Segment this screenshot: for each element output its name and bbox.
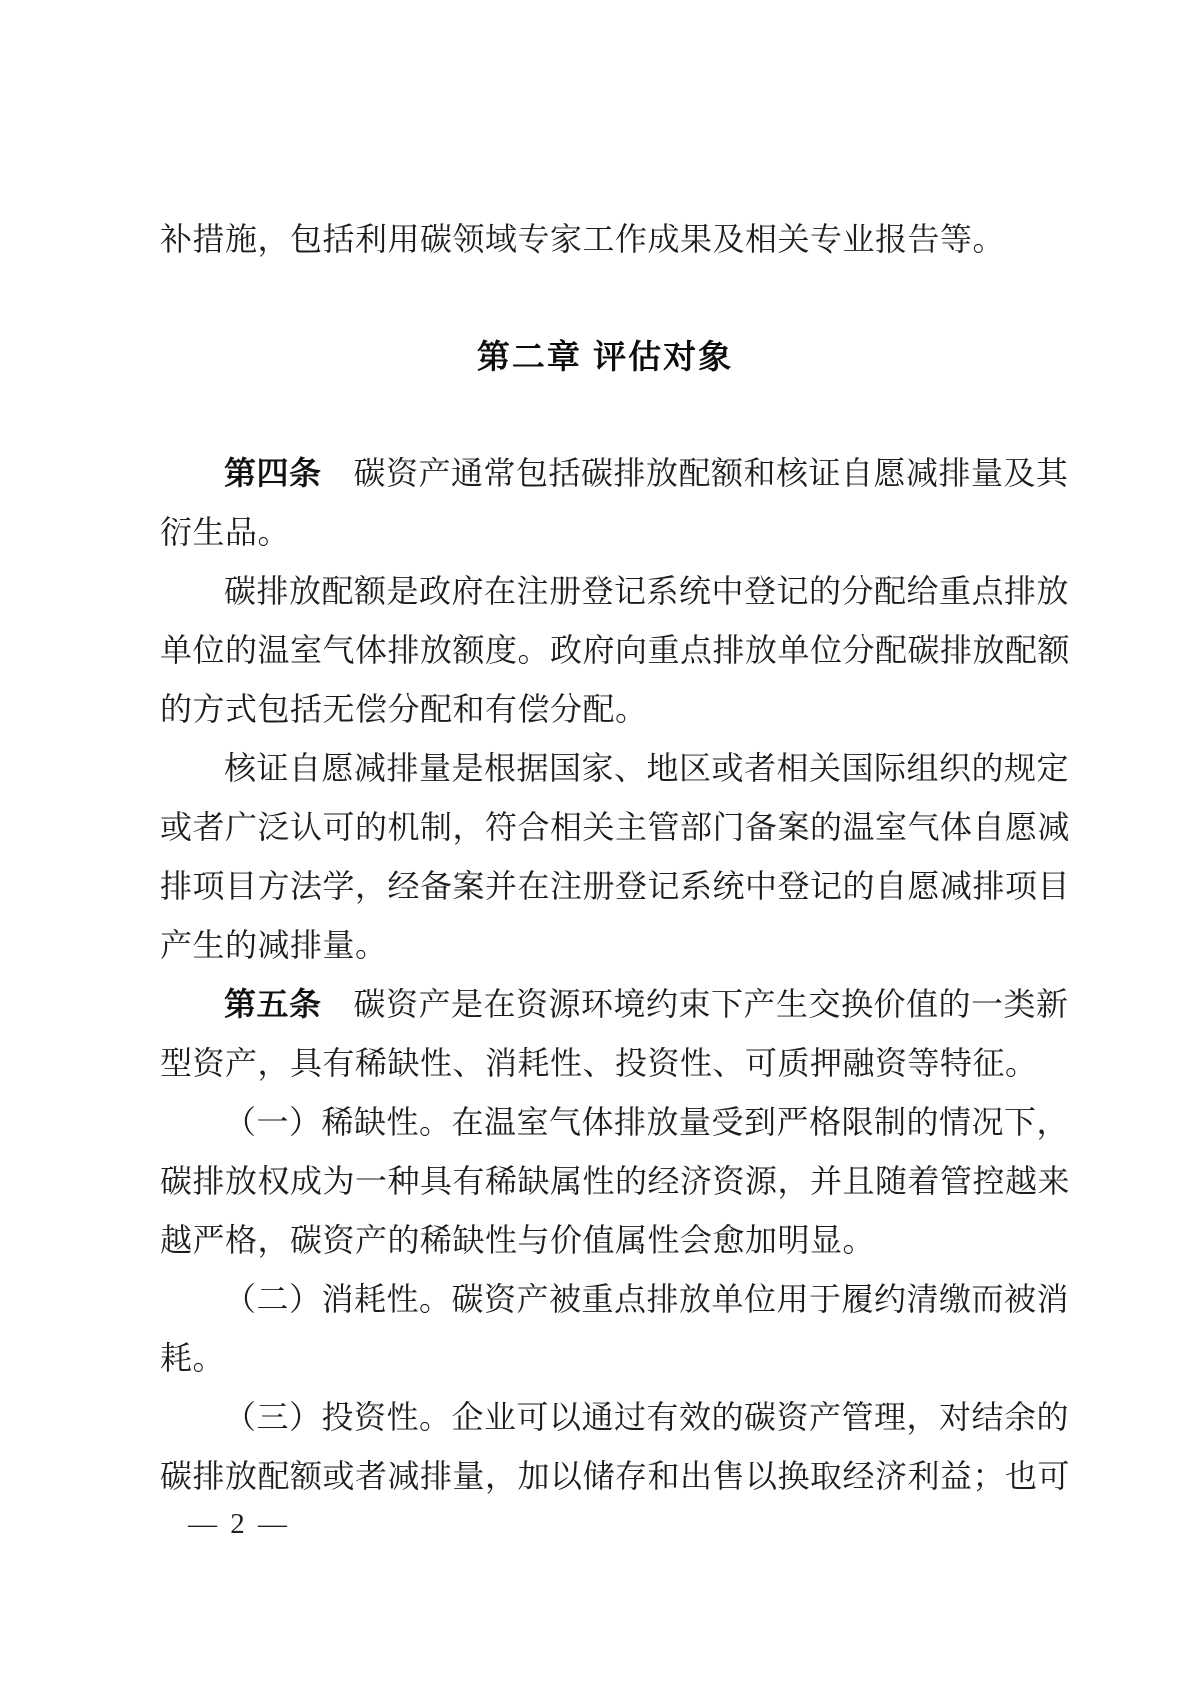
article-number-label: 第五条 — [224, 986, 322, 1022]
document-line: （一）稀缺性。在温室气体排放量受到严格限制的情况下， — [224, 1104, 1070, 1140]
document-line: 型资产，具有稀缺性、消耗性、投资性、可质押融资等特征。 — [160, 1045, 1038, 1081]
document-line: 单位的温室气体排放额度。政府向重点排放单位分配碳排放配额 — [160, 632, 1071, 668]
document-line: 碳排放配额是政府在注册登记系统中登记的分配给重点排放 — [224, 573, 1070, 609]
document-line: 衍生品。 — [160, 514, 291, 550]
document-line: 越严格，碳资产的稀缺性与价值属性会愈加明显。 — [160, 1222, 876, 1258]
document-line: 排项目方法学，经备案并在注册登记系统中登记的自愿减排项目 — [160, 868, 1071, 904]
document-line: 或者广泛认可的机制，符合相关主管部门备案的温室气体自愿减 — [160, 809, 1071, 845]
document-line: 产生的减排量。 — [160, 927, 388, 963]
document-line: 的方式包括无偿分配和有偿分配。 — [160, 691, 648, 727]
document-line: 第五条 碳资产是在资源环境约束下产生交换价值的一类新 — [224, 986, 1069, 1022]
page-number: — 2 — — [188, 1508, 290, 1540]
document-line: 核证自愿减排量是根据国家、地区或者相关国际组织的规定 — [224, 750, 1070, 786]
document-line: 第四条 碳资产通常包括碳排放配额和核证自愿减排量及其 — [224, 455, 1069, 491]
article-number-label: 第四条 — [224, 455, 322, 491]
continuation-line: 补措施，包括利用碳领域专家工作成果及相关专业报告等。 — [160, 221, 1006, 257]
document-line: 耗。 — [160, 1340, 226, 1376]
document-body — [160, 210, 1071, 1506]
chapter-heading: 第二章 评估对象 — [476, 338, 734, 375]
document-line: 碳排放权成为一种具有稀缺属性的经济资源，并且随着管控越来 — [160, 1163, 1071, 1199]
body-lines — [160, 444, 1071, 1506]
document-line: （三）投资性。企业可以通过有效的碳资产管理，对结余的 — [224, 1399, 1070, 1435]
document-line: （二）消耗性。碳资产被重点排放单位用于履约清缴而被消 — [224, 1281, 1070, 1317]
document-line: 碳排放配额或者减排量，加以储存和出售以换取经济利益；也可 — [160, 1458, 1071, 1494]
